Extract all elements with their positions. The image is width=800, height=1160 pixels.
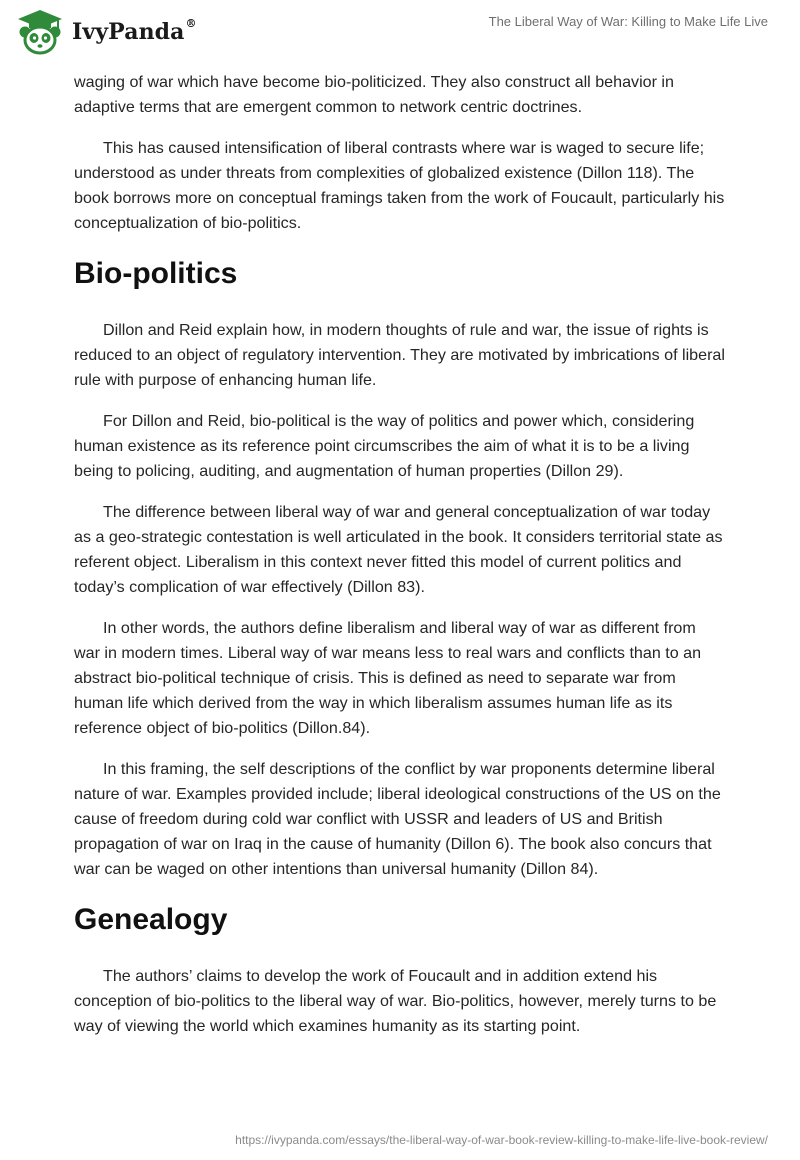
paragraph: In this framing, the self descriptions of the conflict by war proponents determine liberal nature of war. Examples provided include; liberal ideological constructions of the US on the cause of freedom during cold war conflict with USSR and leaders of US and British propagation of war on Iraq in the cause of humanity (Dillon 6). The book also concurs that war can be waged on other intentions than universal humanity (Dillon 84). [74, 760, 721, 878]
logo[interactable] [14, 8, 197, 56]
source-url[interactable]: https://ivypanda.com/essays/the-liberal-way-of-war-book-review-killing-to-make-life-live-book-review/ [235, 1133, 768, 1147]
paragraph: The authors’ claims to develop the work of Foucault and in addition extend his conception of bio-politics to the liberal way of war. Bio-politics, however, merely turns to be way of viewing the world which examines humanity as its starting point. [74, 967, 717, 1035]
paragraph: In other words, the authors define liberalism and liberal way of war as different from war in modern times. Liberal way of war means less to real wars and conflicts than to an abstract bio-political technique of crisis. This is defined as need to separate war from human life which derived from the way in which liberalism assumes human life as its reference object of bio-politics (Dillon.84). [74, 619, 702, 737]
logo-wordmark: IvyPanda® [72, 17, 197, 45]
paragraph: waging of war which have become bio-politicized. They also construct all behavior in adaptive terms that are emergent common to network centric doctrines. [74, 73, 674, 116]
document-title: The Liberal Way of War: Killing to Make Life Live [488, 14, 768, 29]
paragraph: For Dillon and Reid, bio-political is the way of politics and power which, considering human existence as its reference point circumscribes the aim of what it is to be a living being to policing, auditing, and augmentation of human properties (Dillon 29). [74, 412, 695, 480]
article-body [74, 70, 726, 1055]
section-heading-genealogy: Genealogy [74, 903, 228, 936]
paragraph: The difference between liberal way of war and general conceptualization of war today as a geo-strategic contestation is well articulated in the book. It considers territorial state as referent object. Liberalism in this context never fitted this model of current politics and today’s complication of war effectively (Dillon 83). [74, 503, 723, 596]
section-heading-bio-politics: Bio-politics [74, 257, 238, 290]
page-header [0, 0, 800, 66]
panda-logo-icon [14, 8, 66, 56]
paragraph: This has caused intensification of liberal contrasts where war is waged to secure life; understood as under threats from complexities of globalized existence (Dillon 118). The book borrows more on conceptual framings taken from the work of Foucault, particularly his conceptualization of bio-politics. [74, 139, 725, 232]
paragraph: Dillon and Reid explain how, in modern thoughts of rule and war, the issue of rights is reduced to an object of regulatory intervention. They are motivated by imbrications of liberal rule with purpose of enhancing human life. [74, 321, 725, 389]
